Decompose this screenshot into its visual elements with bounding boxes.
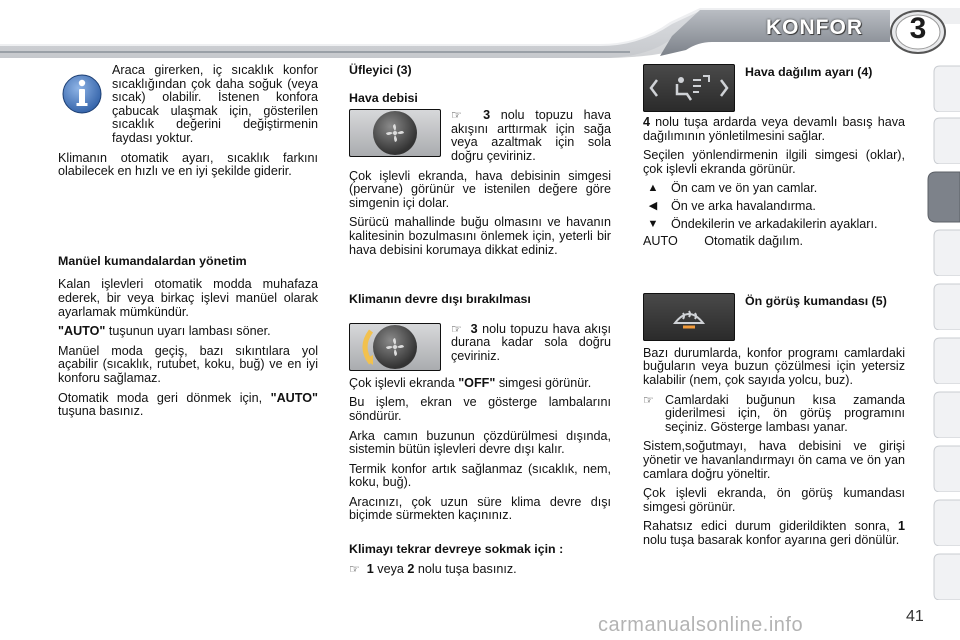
hand-pointer-icon: ☞ xyxy=(451,108,462,123)
manual-paragraph-3: Manüel moda geçiş, bazı sıkıntılara yol açabilir (sıcaklık, rutubet, koku, buğ) ve en iyi konforu sağlamaz. xyxy=(58,343,318,385)
chapter-tab-5[interactable] xyxy=(926,282,960,330)
manual-paragraph-4: Otomatik moda geri dönmek için, "AUTO" tuşuna basınız. xyxy=(58,390,318,419)
watermark: carmanualsonline.info xyxy=(598,614,804,636)
blower-knob-off-image xyxy=(349,323,441,371)
hand-pointer-icon-2: ☞ xyxy=(451,321,462,336)
air-distribution-icon xyxy=(647,72,731,104)
hand-pointer-icon-3: ☞ xyxy=(349,561,360,576)
rotate-left-arrow-icon xyxy=(357,329,375,365)
manual-control-heading: Manüel kumandalardan yönetim xyxy=(58,253,247,268)
chapter-number: 3 xyxy=(909,12,927,45)
chapter-tab-2[interactable] xyxy=(926,116,960,164)
intro-paragraph-2: Klimanın otomatik ayarı, sıcaklık farkını olabilecek en hızlı ve en iyi şekilde giderir. xyxy=(58,150,318,179)
restart-instruction: ☞ 1 veya 2 nolu tuşa basınız. xyxy=(349,561,517,576)
airflow-instruction: ☞ 3 nolu topuzu hava akışını arttırmak için sağa veya azaltmak için sola doğru çeviriniz. xyxy=(451,108,611,163)
chapter-tab-6[interactable] xyxy=(926,336,960,384)
front-defog-icon xyxy=(673,303,705,331)
restart-heading: Klimayı tekrar devreye sokmak için : xyxy=(349,542,564,557)
fan-icon-2 xyxy=(385,337,405,357)
airflow-paragraph-2: Sürücü mahallinde buğu olmasını ve havanın kalitesinin bozulmasını önlemek için, yeterli bir hava debisini korumaya dikkat ediniz. xyxy=(349,215,611,257)
arrow-left-icon: ◀ xyxy=(648,199,658,212)
airflow-heading: Hava debisi xyxy=(349,90,418,105)
auto-label: AUTO xyxy=(643,234,678,249)
auto-key-label-2: "AUTO" xyxy=(270,390,318,405)
list-item: ▲ Ön cam ve ön yan camlar. xyxy=(643,182,905,196)
air-distribution-button-image xyxy=(643,64,735,112)
defog-paragraph-1: Bazı durumlarda, konfor programı camlardaki buğuların veya buzun çözülmesi için yetersiz kalabilir (nem, çok sayıda yolcu, buz). xyxy=(643,345,905,387)
arrow-up-icon: ▲ xyxy=(647,182,659,195)
defog-paragraph-3: Çok işlevli ekranda, ön görüş kumandası simgesi görünür. xyxy=(643,486,905,514)
chapter-tab-9[interactable] xyxy=(926,498,960,546)
ac-off-instruction: ☞ 3 nolu topuzu hava akışı durana kadar sola doğru çeviriniz. xyxy=(451,321,612,363)
chapter-tab-1[interactable] xyxy=(926,64,960,112)
page-header xyxy=(0,0,960,60)
ac-off-paragraph-1: Çok işlevli ekranda "OFF" simgesi görünür. xyxy=(349,375,592,390)
chapter-tab-3-active[interactable] xyxy=(926,170,960,218)
list-item: ◀ Ön ve arka havalandırma. xyxy=(643,200,905,214)
chapter-tabs xyxy=(926,64,960,640)
intro-paragraph-1: Araca girerken, iç sıcaklık konfor sıcaklığından çok daha soğuk (veya sıcak) olabilir. İstenen konfora çabucak ulaşmak için, gösterilen sıcaklık değerini değiştirmenin faydası yoktur. xyxy=(112,63,318,145)
column-left xyxy=(58,64,318,425)
front-defog-button-image xyxy=(643,293,735,341)
page-number: 41 xyxy=(906,608,924,625)
column-right xyxy=(643,64,905,553)
chapter-tab-10[interactable] xyxy=(926,552,960,600)
chapter-tab-8[interactable] xyxy=(926,444,960,492)
ac-off-paragraph-5: Aracınızı, çok uzun süre klima devre dışı biçimde sürmekten kaçınınız. xyxy=(349,494,611,523)
ac-off-paragraph-2: Bu işlem, ekran ve gösterge lambalarını söndürür. xyxy=(349,395,611,423)
list-item-auto: AUTO Otomatik dağılım. xyxy=(643,234,803,249)
front-defog-heading: Ön görüş kumandası (5) xyxy=(745,293,887,308)
defog-note: ☞ Camlardaki buğunun kısa zamanda giderilmesi için, ön görüş programını seçiniz. Gösterge lambası yanar. xyxy=(643,392,905,434)
airflow-paragraph-1: Çok işlevli ekranda, hava debisinin simgesi (pervane) görünür ve istenilen değere göre simgenin içi dolar. xyxy=(349,168,611,210)
manual-paragraph-2: "AUTO" tuşunun uyarı lambası söner. xyxy=(58,324,271,339)
air-distribution-paragraph-2: Seçilen yönlendirmenin ilgili simgesi (oklar), çok işlevli ekranda görünür. xyxy=(643,148,905,176)
arrow-down-icon: ▼ xyxy=(647,217,659,230)
defog-paragraph-4: Rahatsız edici durum giderildikten sonra, 1 nolu tuşa basarak konfor ayarına geri dönülür. xyxy=(643,519,905,547)
ac-off-paragraph-3: Arka camın buzunun çözdürülmesi dışında, sistemin bütün işlevleri devre dışı kalır. xyxy=(349,428,611,457)
defog-paragraph-2: Sistem,soğutmayı, hava debisini ve girişi yönetir ve havanlandırmayı ön cama ve ön yan camlara doğru yöneltir. xyxy=(643,439,905,481)
air-distribution-paragraph-1: 4 nolu tuşa ardarda veya devamlı basış hava dağılımının yönletilmesini sağlar. xyxy=(643,115,905,143)
column-middle xyxy=(349,64,611,582)
list-item: ▼ Öndekilerin ve arkadakilerin ayakları. xyxy=(643,218,905,232)
air-distribution-heading: Hava dağılım ayarı (4) xyxy=(745,65,873,79)
fan-icon xyxy=(385,123,405,143)
blower-knob-image xyxy=(349,109,441,157)
manual-paragraph-1: Kalan işlevleri otomatik modda muhafaza ederek, bir veya birkaç işlevi manüel olarak ayarlamak mümkündür. xyxy=(58,277,318,319)
blower-heading: Üfleyici (3) xyxy=(349,63,412,77)
hand-pointer-icon-4: ☞ xyxy=(643,392,654,407)
chapter-tab-4[interactable] xyxy=(926,228,960,276)
chapter-tab-7[interactable] xyxy=(926,390,960,438)
ac-off-paragraph-4: Termik konfor artık sağlanmaz (sıcaklık, nem, koku, buğ). xyxy=(349,461,611,490)
page-title: KONFOR xyxy=(766,16,863,39)
off-label: "OFF" xyxy=(458,375,496,390)
auto-key-label: "AUTO" xyxy=(58,324,106,339)
ac-off-heading: Klimanın devre dışı bırakılması xyxy=(349,292,531,307)
